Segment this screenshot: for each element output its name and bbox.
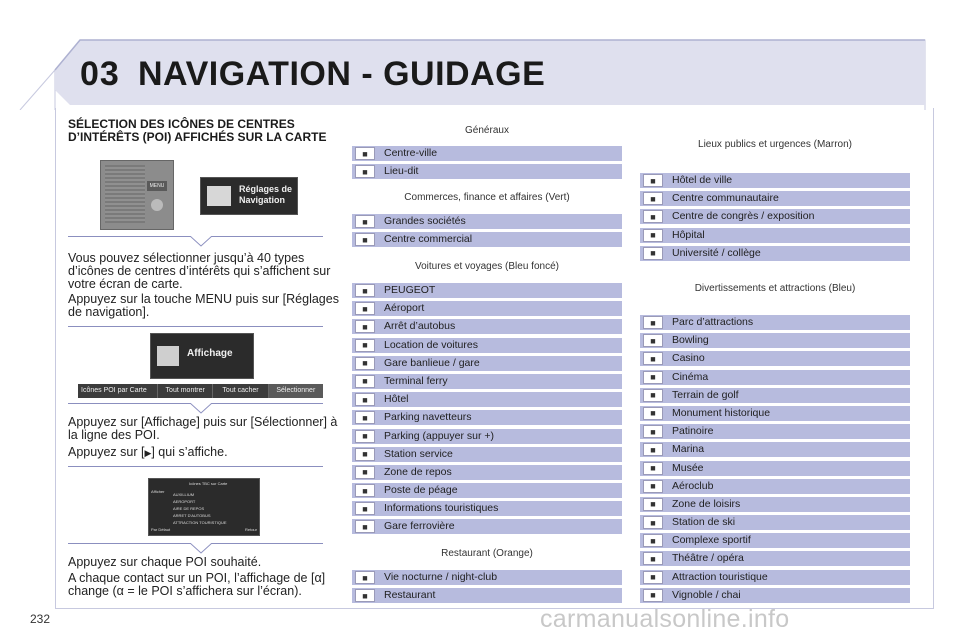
group-title-general: Généraux [465, 125, 509, 136]
museum-icon: ■ [643, 462, 663, 475]
poi-label: Lieu-dit [378, 164, 622, 179]
poi-label: Musée [666, 461, 910, 476]
divider-notch [190, 403, 212, 415]
poi-row[interactable] [640, 370, 910, 385]
bowling-icon: ■ [643, 334, 663, 347]
display-button-label: Affichage [187, 348, 233, 359]
group-title-public: Lieux publics et urgences (Marron) [698, 139, 852, 150]
poi-label: Hôpital [666, 228, 910, 243]
settings-button-line2: Navigation [239, 195, 286, 205]
theme-park-icon: ■ [643, 316, 663, 329]
poi-screen-item: ARRET D'AUTOBUS [173, 513, 211, 518]
poi-row[interactable] [352, 232, 622, 247]
poi-list-screen-image [148, 478, 260, 536]
poi-list-commerce [352, 214, 622, 250]
nav-settings-button-image [200, 177, 298, 215]
paragraph-5: Appuyez sur chaque POI souhaité. [68, 555, 262, 569]
poi-row[interactable] [352, 301, 622, 316]
poi-label: Station de ski [666, 515, 910, 530]
arrow-right-icon: ▶ [144, 448, 152, 458]
poi-row[interactable] [352, 146, 622, 161]
poi-row[interactable] [640, 497, 910, 512]
tab-hide-all[interactable]: Tout cacher [213, 384, 268, 398]
poi-row[interactable] [640, 333, 910, 348]
poi-label: Parking navetteurs [378, 410, 622, 425]
bus-stop-icon: ■ [355, 320, 375, 333]
poi-row[interactable] [640, 570, 910, 585]
poi-label: Complexe sportif [666, 533, 910, 548]
poi-row[interactable] [352, 429, 622, 444]
railway-icon: ■ [355, 520, 375, 533]
group-title-commerce: Commerces, finance et affaires (Vert) [404, 192, 570, 203]
poi-row[interactable] [640, 209, 910, 224]
section-title: SÉLECTION DES ICÔNES DE CENTRES D’INTÉRÊTS (POI) AFFICHÉS SUR LA CARTE [68, 117, 327, 144]
car-rental-icon: ■ [355, 339, 375, 352]
divider [68, 466, 323, 467]
poi-row[interactable] [640, 424, 910, 439]
tab-poi-on-map[interactable]: Icônes POI par Carte [78, 384, 158, 398]
poi-row[interactable] [352, 410, 622, 425]
poi-row[interactable] [640, 551, 910, 566]
poi-list-cars-travel [352, 283, 622, 538]
sports-complex-icon: ■ [643, 534, 663, 547]
paragraph-4-start: Appuyez sur [ [68, 445, 145, 459]
group-title-cars-travel: Voitures et voyages (Bleu foncé) [415, 261, 559, 272]
poi-row[interactable] [640, 191, 910, 206]
poi-label: Aéroport [378, 301, 622, 316]
poi-row[interactable] [640, 533, 910, 548]
rest-area-icon: ■ [355, 466, 375, 479]
airfield-icon: ■ [643, 480, 663, 493]
poi-screen-item: AIRE DE REPOS [173, 506, 205, 511]
poi-label: Attraction touristique [666, 570, 910, 585]
poi-row[interactable] [352, 483, 622, 498]
poi-row[interactable] [352, 519, 622, 534]
poi-row[interactable] [640, 173, 910, 188]
page-number: 232 [30, 612, 51, 626]
poi-label: Location de voitures [378, 338, 622, 353]
hotel-icon: ■ [355, 393, 375, 406]
poi-label: Zone de loisirs [666, 497, 910, 512]
airport-icon: ■ [355, 302, 375, 315]
poi-screen-item: ATTRACTION TOURISTIQUE [173, 520, 227, 525]
poi-label: Parking (appuyer sur +) [378, 429, 622, 444]
poi-label: Informations touristiques [378, 501, 622, 516]
poi-label: Terrain de golf [666, 388, 910, 403]
poi-label: Vie nocturne / night-club [378, 570, 622, 585]
head-unit-image [100, 160, 174, 230]
display-icon [157, 346, 179, 366]
poi-row[interactable] [640, 388, 910, 403]
divider-notch [190, 543, 212, 555]
poi-label: Aéroclub [666, 479, 910, 494]
poi-label: Hôtel de ville [666, 173, 910, 188]
poi-label: Centre communautaire [666, 191, 910, 206]
ice-rink-icon: ■ [643, 425, 663, 438]
poi-row[interactable] [640, 228, 910, 243]
poi-row[interactable] [352, 570, 622, 585]
poi-row[interactable] [352, 392, 622, 407]
poi-label: Monument historique [666, 406, 910, 421]
marina-icon: ■ [643, 443, 663, 456]
poi-row[interactable] [640, 246, 910, 261]
info-icon: ■ [355, 502, 375, 515]
vineyard-icon: ■ [643, 589, 663, 602]
poi-row[interactable] [640, 461, 910, 476]
poi-row[interactable] [352, 338, 622, 353]
poi-label: Bowling [666, 333, 910, 348]
poi-row[interactable] [352, 588, 622, 603]
group-title-restaurant: Restaurant (Orange) [441, 548, 533, 559]
poi-label: Patinoire [666, 424, 910, 439]
poi-row[interactable] [352, 356, 622, 371]
poi-screen-side-top: Afficher [151, 489, 165, 494]
hospital-icon: ■ [643, 229, 663, 242]
poi-label: Casino [666, 351, 910, 366]
poi-row[interactable] [640, 479, 910, 494]
paragraph-2: Appuyez sur la touche MENU puis sur [Réglages de navigation]. [68, 292, 339, 319]
poi-list-public [640, 173, 910, 264]
poi-row[interactable] [352, 501, 622, 516]
train-station-icon: ■ [355, 357, 375, 370]
locality-icon: ■ [355, 165, 375, 178]
watermark: carmanualsonline.info [540, 605, 790, 633]
monument-icon: ■ [643, 407, 663, 420]
poi-screen-item: AEROPORT [173, 499, 196, 504]
company-icon: ■ [355, 215, 375, 228]
peugeot-icon: ■ [355, 284, 375, 297]
poi-row[interactable] [352, 374, 622, 389]
ski-icon: ■ [643, 516, 663, 529]
poi-label: Vignoble / chai [666, 588, 910, 603]
parking-icon: ■ [355, 430, 375, 443]
poi-label: Zone de repos [378, 465, 622, 480]
poi-row[interactable] [352, 465, 622, 480]
paragraph-3: Appuyez sur [Affichage] puis sur [Sélectionner] à la ligne des POI. [68, 415, 338, 442]
poi-screen-side-bottom: Par Défaut [151, 527, 171, 532]
poi-row[interactable] [640, 351, 910, 366]
town-hall-icon: ■ [643, 174, 663, 187]
tourist-attraction-icon: ■ [643, 571, 663, 584]
poi-label: Marina [666, 442, 910, 457]
poi-label: Arrêt d’autobus [378, 319, 622, 334]
settings-icon [207, 186, 231, 206]
display-button-image [150, 333, 254, 379]
poi-label: Hôtel [378, 392, 622, 407]
group-title-entertainment: Divertissements et attractions (Bleu) [694, 283, 856, 294]
shopping-center-icon: ■ [355, 233, 375, 246]
paragraph-6: A chaque contact sur un POI, l’affichage de [α] change (α = le POI s’affichera sur l’écran). [68, 571, 326, 598]
poi-label: Théâtre / opéra [666, 551, 910, 566]
poi-row[interactable] [640, 588, 910, 603]
tab-show-all[interactable]: Tout montrer [158, 384, 213, 398]
poi-screen-item: AUXILLIUM [173, 492, 195, 497]
poi-label: Centre-ville [378, 146, 622, 161]
chapter-title: NAVIGATION - GUIDAGE [138, 55, 546, 93]
community-center-icon: ■ [643, 192, 663, 205]
golf-icon: ■ [643, 389, 663, 402]
divider [68, 326, 323, 327]
theatre-icon: ■ [643, 552, 663, 565]
tab-select[interactable]: Sélectionner [269, 384, 323, 398]
poi-label: Restaurant [378, 588, 622, 603]
university-icon: ■ [643, 247, 663, 260]
poi-label: Cinéma [666, 370, 910, 385]
poi-row[interactable] [352, 319, 622, 334]
settings-button-line1: Réglages de [239, 184, 293, 194]
city-center-icon: ■ [355, 147, 375, 160]
ferry-icon: ■ [355, 375, 375, 388]
nightclub-icon: ■ [355, 571, 375, 584]
poi-row[interactable] [352, 283, 622, 298]
poi-tabs-image [78, 384, 323, 398]
poi-label: Gare ferrovière [378, 519, 622, 534]
poi-label: Université / collège [666, 246, 910, 261]
poi-list-entertainment [640, 315, 910, 606]
poi-list-general [352, 146, 622, 182]
paragraph-1: Vous pouvez sélectionner jusqu’à 40 types d’icônes de centres d’intérêts qui s’affichent sur votre écran de carte. [68, 251, 331, 291]
menu-key: MENU [147, 181, 167, 191]
poi-row[interactable] [352, 447, 622, 462]
poi-label: PEUGEOT [378, 283, 622, 298]
poi-label: Poste de péage [378, 483, 622, 498]
park-ride-icon: ■ [355, 411, 375, 424]
poi-row[interactable] [640, 442, 910, 457]
casino-icon: ■ [643, 352, 663, 365]
poi-list-restaurant [352, 570, 622, 606]
poi-label: Gare banlieue / gare [378, 356, 622, 371]
paragraph-4-end: ] qui s’affiche. [151, 445, 228, 459]
restaurant-icon: ■ [355, 589, 375, 602]
fuel-icon: ■ [355, 448, 375, 461]
toll-icon: ■ [355, 484, 375, 497]
chapter-number: 03 [80, 55, 120, 93]
poi-row[interactable] [352, 164, 622, 179]
divider-notch [190, 236, 212, 248]
poi-row[interactable] [352, 214, 622, 229]
poi-row[interactable] [640, 315, 910, 330]
poi-row[interactable] [640, 406, 910, 421]
poi-label: Grandes sociétés [378, 214, 622, 229]
poi-row[interactable] [640, 515, 910, 530]
cinema-icon: ■ [643, 371, 663, 384]
poi-screen-title: Icônes TBC sur Carte [189, 481, 228, 486]
poi-label: Centre commercial [378, 232, 622, 247]
poi-label: Terminal ferry [378, 374, 622, 389]
poi-label: Centre de congrès / exposition [666, 209, 910, 224]
convention-center-icon: ■ [643, 210, 663, 223]
poi-screen-back: Retour [244, 527, 257, 532]
poi-label: Parc d’attractions [666, 315, 910, 330]
leisure-icon: ■ [643, 498, 663, 511]
paragraph-4 [68, 446, 340, 460]
poi-label: Station service [378, 447, 622, 462]
